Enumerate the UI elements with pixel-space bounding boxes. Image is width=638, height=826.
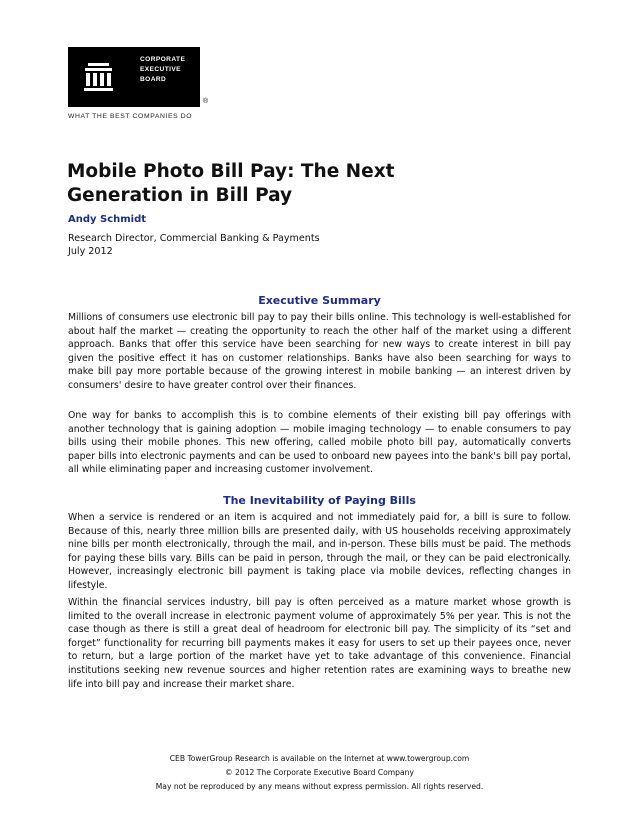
section-heading-executive-summary: Executive Summary — [258, 294, 381, 307]
footer-line-3: May not be reproduced by any means without express permission. All rights reserved. — [155, 782, 484, 791]
paragraph: Within the financial services industry, bill pay is often perceived as a mature market whose growth is limited to the overall increase in electronic payment volume of approximately 5% per year. This is not the case though as there is still a great deal of headroom for electronic bill pay. The simplicity of its “set and forget” functionality for recurring bill payments makes it easy for users to set up their payees once, never to return, but a large portion of the market have yet to take advantage of this convenience. Financial institutions seeking new revenue sources and higher retention rates are examining ways to breathe new life into bill pay and increase their market share. — [68, 597, 571, 690]
page-footer — [68, 752, 571, 794]
ceb-logo — [68, 47, 200, 107]
registered-mark: ® — [203, 98, 209, 105]
author-meta — [68, 232, 320, 258]
logo-line-2: EXECUTIVE — [140, 66, 181, 73]
publication-date: July 2012 — [68, 246, 113, 257]
logo-tagline: WHAT THE BEST COMPANIES DO — [68, 113, 193, 120]
author-role: Research Director, Commercial Banking & Payments — [68, 233, 320, 244]
building-columns-icon — [68, 47, 128, 107]
footer-line-2: © 2012 The Corporate Executive Board Company — [225, 768, 414, 777]
logo-line-3: BOARD — [140, 76, 167, 83]
paragraph: One way for banks to accomplish this is to combine elements of their existing bill pay offerings with another technology that is gaining adoption — mobile imaging technology — to enable consumers to pay bills using their mobile phones. This new offering, called mobile photo bill pay, automatically converts paper bills into electronic payments and can be used to onboard new payees into the bank's bill pay portal, all while eliminating paper and increasing customer involvement. — [68, 410, 571, 476]
paragraph: Millions of consumers use electronic bill pay to pay their bills online. This technology is well-established for about half the market — creating the opportunity to reach the other half of the market using a different approach. Banks that offer this service have been searching for new ways to create interest in bill pay given the positive effect it has on customer relationships. Banks have also been searching for ways to make bill pay more portable because of the growing interest in mobile banking — an interest driven by consumers' desire to have greater control over their finances. — [68, 312, 571, 391]
logo-wordmark — [140, 55, 185, 85]
author-name: Andy Schmidt — [68, 214, 147, 225]
logo-line-1: CORPORATE — [140, 56, 186, 63]
footer-line-1: CEB TowerGroup Research is available on the Internet at www.towergroup.com — [169, 754, 470, 763]
paragraph: When a service is rendered or an item is acquired and not immediately paid for, a bill is sure to follow. Because of this, nearly three million bills are presented daily, with US households receiving approximately nine bills per month electronically, through the mail, and in-person. These bills must be paid. The methods for paying these bills vary. Bills can be paid in person, through the mail, or they can be paid electronically. However, increasingly electronic bill payment is taking place via mobile devices, reflecting changes in lifestyle. — [68, 512, 571, 591]
document-title: Mobile Photo Bill Pay: The Next Generation in Bill Pay — [67, 161, 395, 206]
section-heading-inevitability: The Inevitability of Paying Bills — [223, 494, 416, 507]
